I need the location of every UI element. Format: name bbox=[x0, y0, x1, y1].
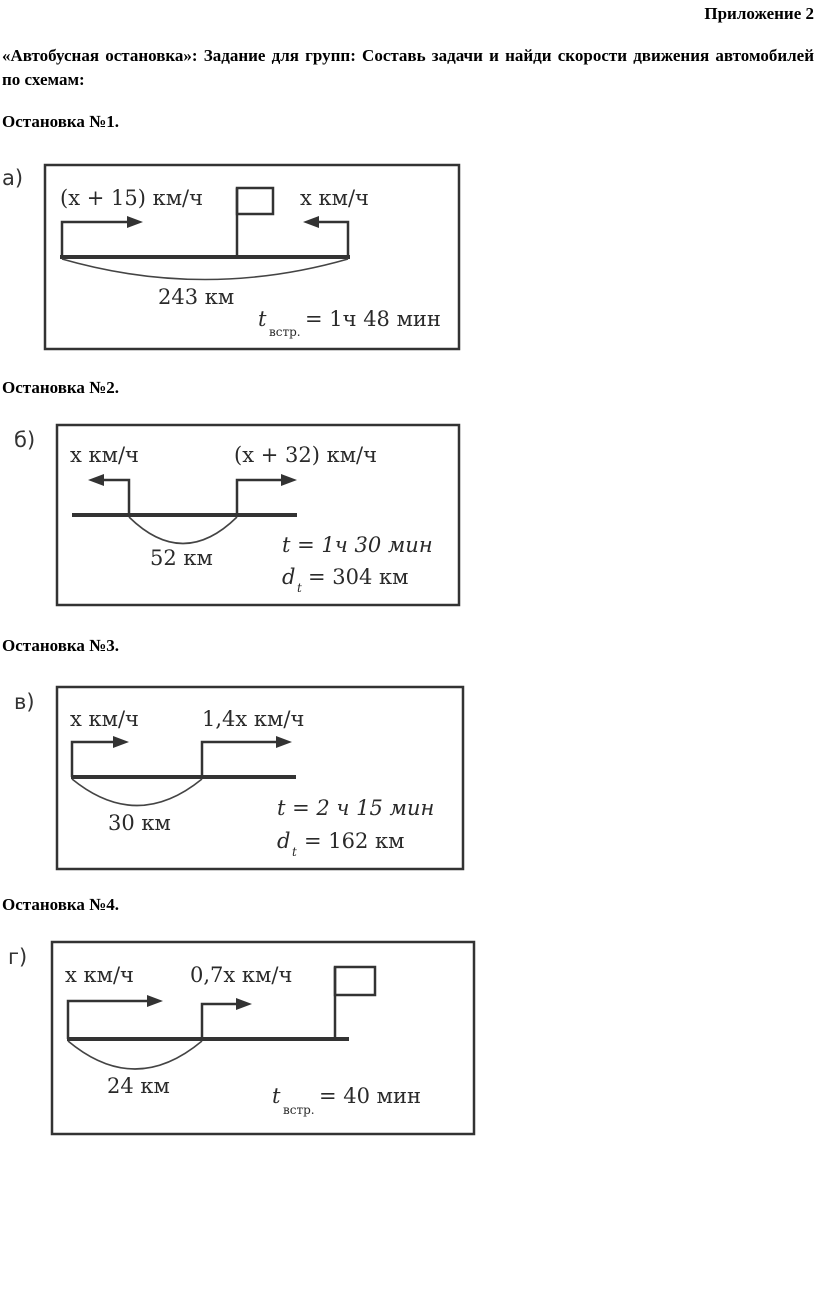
diagram-b-distance-arc bbox=[129, 517, 237, 544]
diagram-a-distance-arc bbox=[62, 259, 348, 280]
diagram-a-time-subscript: встр. bbox=[269, 325, 301, 339]
diagram-c-distance-arc bbox=[72, 779, 202, 806]
diagram-d-time-subscript: встр. bbox=[283, 1103, 315, 1117]
stop-1-label: Остановка №1. bbox=[2, 112, 119, 131]
diagram-c-d-subscript: t bbox=[292, 845, 297, 859]
appendix-label: Приложение 2 bbox=[704, 4, 814, 23]
task-heading: «Автобусная остановка»: Задание для групп: Составь задачи и найди скорости движения автомобилей по схемам: bbox=[2, 46, 814, 89]
diagram-d-right-arrowhead bbox=[236, 998, 252, 1010]
diagram-c-right-car-arrow bbox=[202, 742, 279, 777]
diagram-d-time-symbol: t bbox=[272, 1084, 281, 1108]
diagram-d-right-speed: 0,7x км/ч bbox=[190, 963, 293, 987]
diagram-c-time: t = 2 ч 15 мин bbox=[277, 796, 435, 820]
diagram-c-left-speed: x км/ч bbox=[70, 707, 139, 731]
diagram-c-d-symbol: d bbox=[277, 829, 291, 853]
diagram-a-letter: а) bbox=[2, 166, 24, 190]
diagram-c-left-arrowhead bbox=[113, 736, 129, 748]
diagram-d-right-car-arrow bbox=[202, 1004, 239, 1039]
diagram-d-time-value: = 40 мин bbox=[319, 1084, 421, 1108]
diagram-b-time: t = 1ч 30 мин bbox=[282, 533, 433, 557]
diagram-d-letter: г) bbox=[8, 945, 28, 969]
diagram-a-right-car-arrow bbox=[316, 222, 348, 257]
diagram-b-left-arrowhead bbox=[88, 474, 104, 486]
diagram-c-right-speed: 1,4x км/ч bbox=[202, 707, 305, 731]
diagram-c-left-car-arrow bbox=[72, 742, 116, 777]
diagram-a-time-symbol: t bbox=[258, 307, 267, 331]
stop-4-label: Остановка №4. bbox=[2, 895, 119, 914]
diagram-d-left-arrowhead bbox=[147, 995, 163, 1007]
diagram-b-distance: 52 км bbox=[150, 546, 213, 570]
diagram-b-d-subscript: t bbox=[297, 581, 302, 595]
diagram-a bbox=[40, 160, 465, 355]
diagram-b-right-speed: (x + 32) км/ч bbox=[234, 443, 377, 467]
diagram-a-left-car-arrow bbox=[62, 222, 130, 257]
diagram-b-left-car-arrow bbox=[101, 480, 129, 515]
diagram-c bbox=[52, 682, 468, 874]
diagram-b-left-speed: x км/ч bbox=[70, 443, 139, 467]
diagram-a-left-arrowhead bbox=[127, 216, 143, 228]
diagram-b bbox=[52, 420, 464, 610]
diagram-a-left-speed: (x + 15) км/ч bbox=[60, 186, 203, 210]
diagram-d-distance: 24 км bbox=[107, 1074, 170, 1098]
diagram-c-letter: в) bbox=[14, 690, 35, 714]
diagram-d-flag-icon bbox=[335, 967, 375, 995]
diagram-b-letter: б) bbox=[14, 428, 36, 452]
diagram-d-left-speed: x км/ч bbox=[65, 963, 134, 987]
diagram-d-distance-arc bbox=[68, 1041, 202, 1069]
diagram-a-right-arrowhead bbox=[303, 216, 319, 228]
diagram-a-right-speed: x км/ч bbox=[300, 186, 369, 210]
diagram-a-distance: 243 км bbox=[158, 285, 235, 309]
diagram-b-d-symbol: d bbox=[282, 565, 296, 589]
diagram-c-d-value: = 162 км bbox=[304, 829, 405, 853]
diagram-a-time-value: = 1ч 48 мин bbox=[305, 307, 441, 331]
diagram-c-right-arrowhead bbox=[276, 736, 292, 748]
diagram-b-right-car-arrow bbox=[237, 480, 284, 515]
diagram-d bbox=[47, 937, 479, 1139]
stop-2-label: Остановка №2. bbox=[2, 378, 119, 397]
diagram-b-d-value: = 304 км bbox=[308, 565, 409, 589]
diagram-d-left-car-arrow bbox=[68, 1001, 150, 1039]
diagram-a-flag-icon bbox=[237, 188, 273, 214]
diagram-b-right-arrowhead bbox=[281, 474, 297, 486]
diagram-c-distance: 30 км bbox=[108, 811, 171, 835]
stop-3-label: Остановка №3. bbox=[2, 636, 119, 655]
